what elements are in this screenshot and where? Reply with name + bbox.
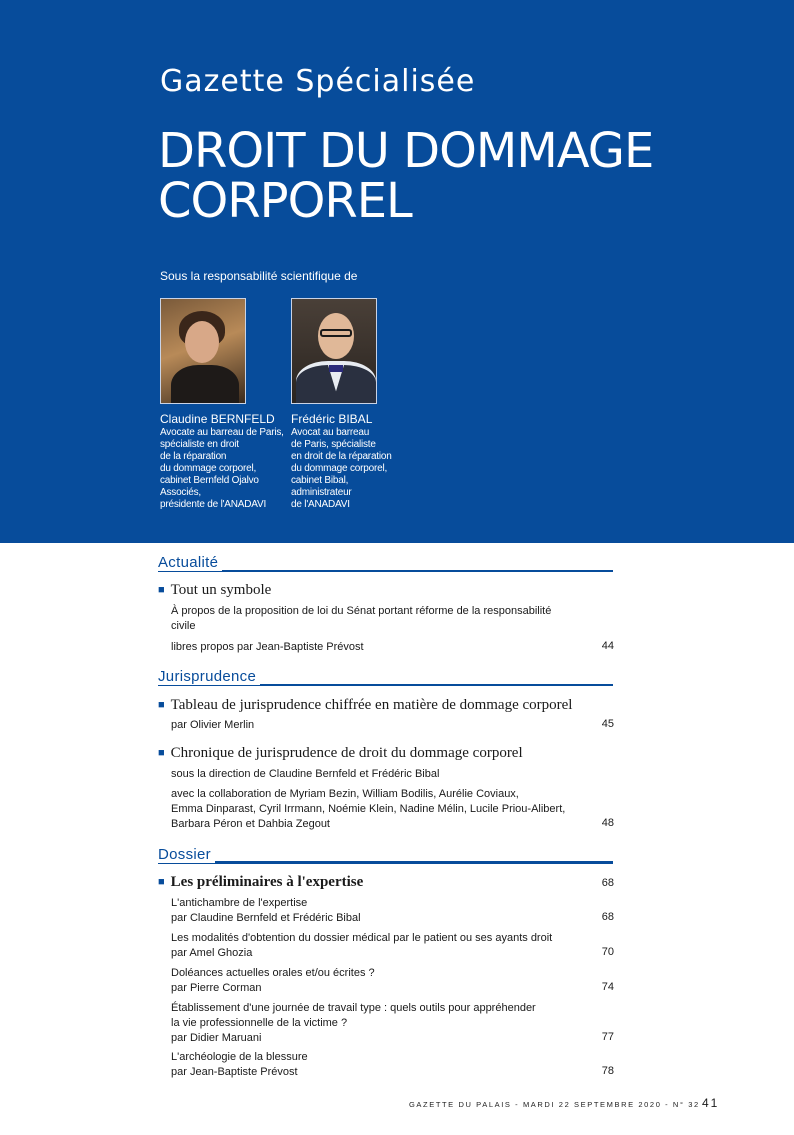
page-title — [158, 123, 654, 229]
page-number: 74 — [601, 981, 614, 993]
running-footer: GAZETTE DU PALAIS - MARDI 22 SEPTEMBRE 2020 - N° 32 — [409, 1100, 700, 1109]
page-number: 45 — [601, 718, 614, 730]
person-bernfeld — [160, 298, 290, 511]
cover-banner — [0, 0, 794, 543]
page-number: 44 — [601, 640, 614, 652]
person-description: Avocate au barreau de Paris, spécialiste en droit de la réparation du dommage corporel, cabinet Bernfeld Ojalvo Associés, présidente de l'ANADAVI — [160, 427, 284, 510]
page-number: 48 — [601, 817, 614, 829]
page-number: 78 — [601, 1065, 614, 1077]
dossier-entry-author: par Amel Ghozia — [171, 947, 253, 959]
dossier-entry-title: la vie professionnelle de la victime ? — [171, 1017, 348, 1029]
title-line-2: CORPOREL — [158, 173, 412, 229]
toc-item-title[interactable]: ■ Les préliminaires à l'expertise — [158, 874, 364, 890]
dossier-entry-title[interactable]: Les modalités d'obtention du dossier médical par le patient ou ses ayants droit — [171, 932, 553, 944]
toc-item-collab: Emma Dinparast, Cyril Irrmann, Noémie Klein, Nadine Mélin, Lucile Priou-Alibert, — [171, 803, 566, 815]
folio-number: 41 — [702, 1096, 720, 1110]
toc-item-title[interactable]: ■ Chronique de jurisprudence de droit du dommage corporel — [158, 745, 523, 761]
person-bibal — [291, 298, 421, 511]
page-number: 77 — [601, 1031, 614, 1043]
section-heading-jurisprudence: Jurisprudence — [158, 668, 613, 688]
dossier-entry-title[interactable]: Doléances actuelles orales et/ou écrites ? — [171, 967, 375, 979]
title-line-1: DROIT DU DOMMAGE — [158, 123, 654, 179]
section-heading-dossier: Dossier — [158, 846, 613, 866]
page-number: 68 — [601, 911, 614, 923]
toc-item-author: libres propos par Jean-Baptiste Prévost — [171, 641, 364, 653]
page-number: 68 — [601, 877, 614, 889]
page-number: 70 — [601, 946, 614, 958]
toc-item-subtitle: civile — [171, 620, 196, 632]
dossier-entry-author: par Didier Maruani — [171, 1032, 262, 1044]
toc-item-title[interactable]: ■ Tout un symbole — [158, 582, 272, 598]
responsibility-text: Sous la responsabilité scientifique de — [160, 269, 358, 283]
person-name: Frédéric BIBAL — [291, 412, 373, 426]
toc-item-title[interactable]: ■ Tableau de jurisprudence chiffrée en matière de dommage corporel — [158, 697, 573, 713]
bullet-square-icon: ■ — [158, 699, 165, 711]
portrait-photo — [160, 298, 246, 404]
gazette-label: Gazette Spécialisée — [160, 64, 476, 99]
bullet-square-icon: ■ — [158, 584, 165, 596]
person-name: Claudine BERNFELD — [160, 412, 275, 426]
dossier-entry-author: par Claudine Bernfeld et Frédéric Bibal — [171, 912, 361, 924]
bullet-square-icon: ■ — [158, 876, 165, 888]
toc-item-subtitle: À propos de la proposition de loi du Sénat portant réforme de la responsabilité — [171, 605, 552, 617]
section-heading-actualite: Actualité — [158, 554, 613, 574]
portrait-photo — [291, 298, 377, 404]
toc-item-author: par Olivier Merlin — [171, 719, 255, 731]
dossier-entry-title[interactable]: Établissement d'une journée de travail type : quels outils pour appréhender — [171, 1002, 536, 1014]
bullet-square-icon: ■ — [158, 747, 165, 759]
person-description: Avocat au barreau de Paris, spécialiste en droit de la réparation du dommage corporel, cabinet Bibal, administrateur de l'ANADAVI — [291, 427, 392, 510]
toc-item-collab: Barbara Péron et Dahbia Zegout — [171, 818, 330, 830]
toc-item-author: sous la direction de Claudine Bernfeld et Frédéric Bibal — [171, 768, 440, 780]
dossier-entry-author: par Jean-Baptiste Prévost — [171, 1066, 298, 1078]
dossier-entry-author: par Pierre Corman — [171, 982, 262, 994]
toc-item-collab: avec la collaboration de Myriam Bezin, William Bodilis, Aurélie Coviaux, — [171, 788, 519, 800]
dossier-entry-title[interactable]: L'archéologie de la blessure — [171, 1051, 308, 1063]
dossier-entry-title[interactable]: L'antichambre de l'expertise — [171, 897, 308, 909]
